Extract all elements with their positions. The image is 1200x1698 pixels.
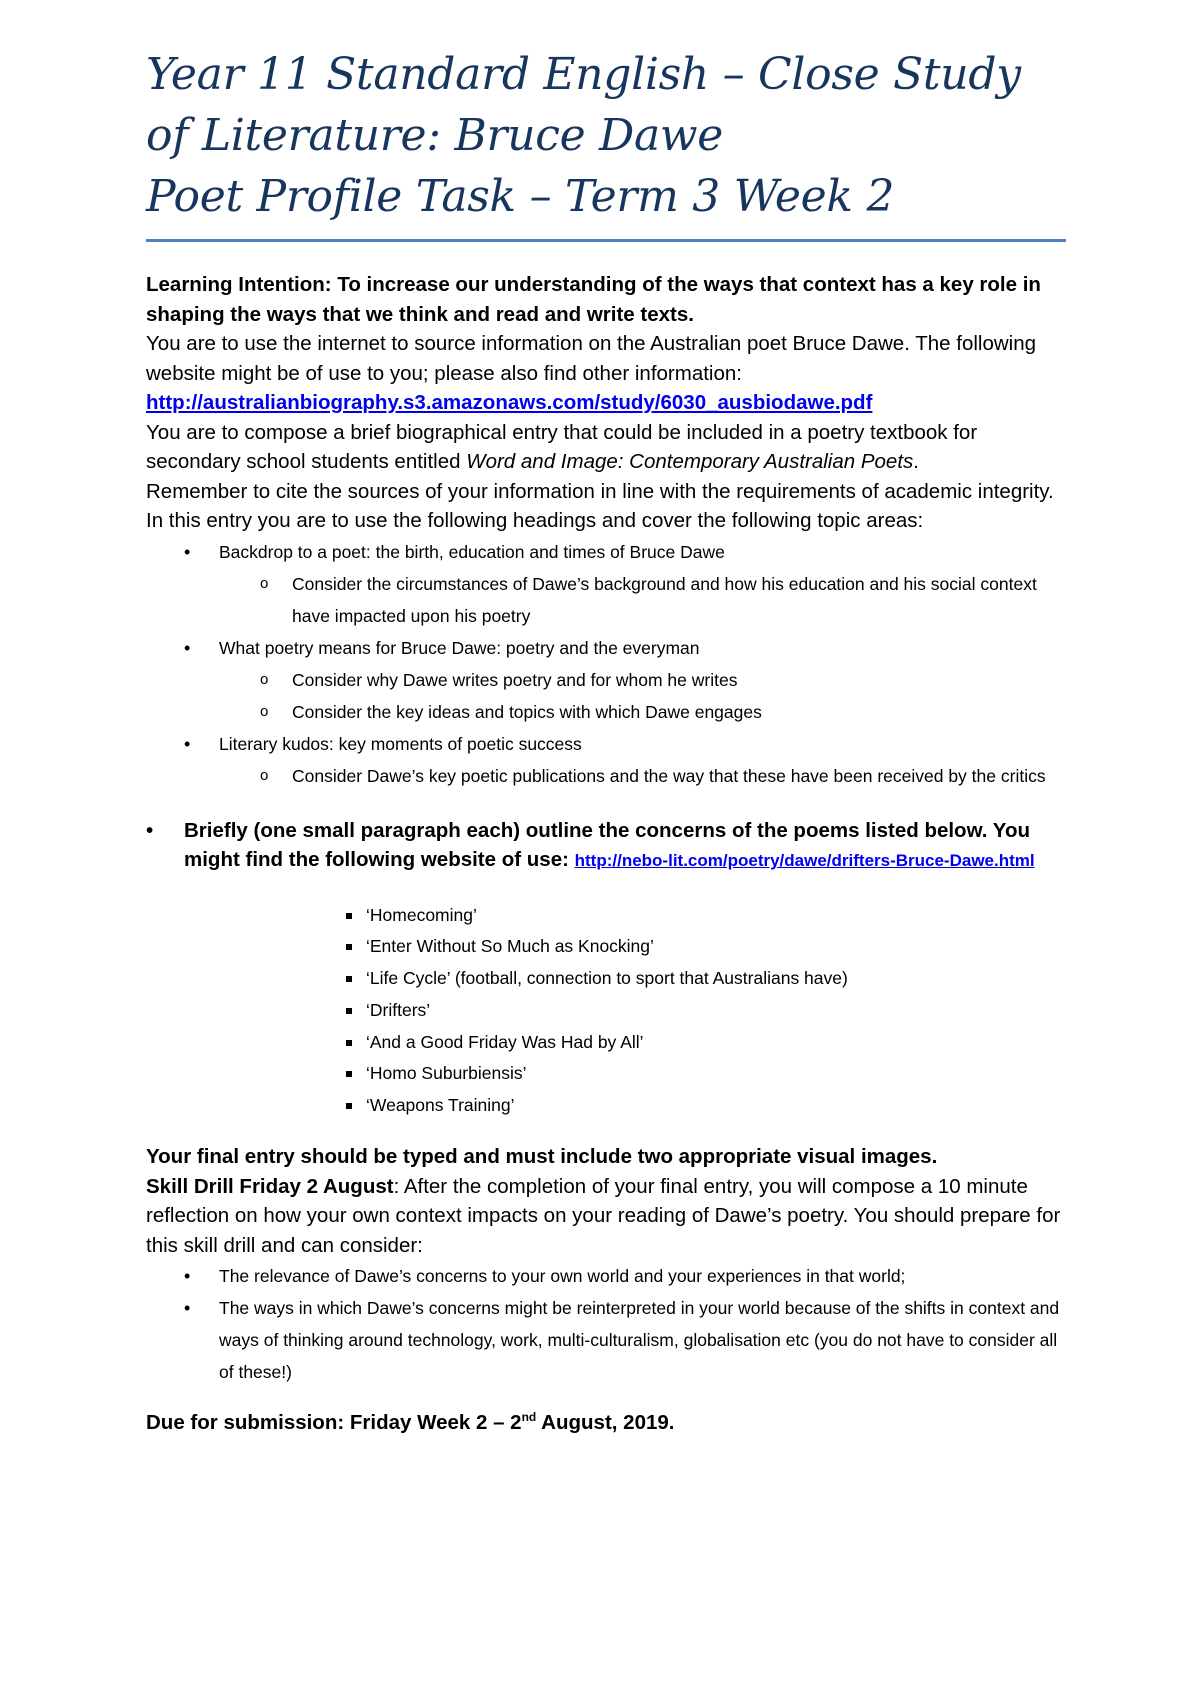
title-block [146, 44, 1066, 242]
compose-instruction [146, 418, 1076, 477]
learning-intention: Learning Intention: To increase our understanding of the ways that context has a key role in shaping the ways that we think and read and write texts. [146, 273, 1041, 326]
consideration-item: • The relevance of Dawe’s concerns to your own world and your experiences in that world; [146, 1260, 1076, 1292]
skill-drill-label: Skill Drill Friday 2 August [146, 1174, 394, 1198]
nebo-lit-link[interactable]: http://nebo-lit.com/poetry/dawe/drifters-Bruce-Dawe.html [574, 851, 1035, 870]
poem-item: ‘Homecoming’ [146, 900, 1076, 932]
biography-link[interactable]: http://australianbiography.s3.amazonaws.com/study/6030_ausbiodawe.pdf [146, 391, 873, 414]
book-title: Word and Image: Contemporary Australian Poets [466, 450, 914, 473]
topic-subitem: o Consider the circumstances of Dawe’s background and how his education and his social context have impacted upon his poetry [146, 568, 1076, 632]
poem-item: ‘Weapons Training’ [146, 1090, 1076, 1122]
due-before: Due for submission: Friday Week 2 – 2 [146, 1411, 522, 1435]
topic-item: • Backdrop to a poet: the birth, education and times of Bruce Dawe [146, 536, 1076, 568]
poem-item: ‘Homo Suburbiensis’ [146, 1058, 1076, 1090]
due-after: August, 2019. [536, 1411, 675, 1435]
poem-item: ‘Enter Without So Much as Knocking’ [146, 931, 1076, 963]
topic-list [146, 536, 1076, 792]
cite-instruction: Remember to cite the sources of your information in line with the requirements of academic integrity. [146, 479, 1054, 503]
document-body [146, 270, 1076, 1438]
due-date [146, 1408, 1076, 1438]
topic-item: • Literary kudos: key moments of poetic success [146, 728, 1076, 760]
topic-subitem: o Consider the key ideas and topics with which Dawe engages [146, 696, 1076, 728]
title-line-1: Year 11 Standard English – Close Study [146, 49, 1021, 100]
consideration-list [146, 1260, 1076, 1388]
consideration-item: • The ways in which Dawe’s concerns might be reinterpreted in your world because of the shifts in context and ways of thinking around technology, work, multi-culturalism, globalisation etc (you do not have to consider all of these!) [146, 1292, 1076, 1388]
skill-drill-text: : After the completion of your final entry, you will compose a 10 minute reflection on how your own context impacts on your reading of Dawe’s poetry. You should prepare for this skill drill and can consider: [146, 1174, 1061, 1257]
poems-instruction-text: Briefly (one small paragraph each) outline the concerns of the poems listed below. You might find the following website of use: [184, 818, 1030, 871]
compose-text-before: You are to compose a brief biographical entry that could be included in a poetry textbook for secondary school students entitled [146, 420, 978, 473]
title-line-2: of Literature: Bruce Dawe [146, 110, 724, 161]
poems-instruction [146, 816, 1076, 876]
title-line-3: Poet Profile Task – Term 3 Week 2 [146, 171, 895, 222]
poem-item: ‘Drifters’ [146, 995, 1076, 1027]
topic-subitem: o Consider Dawe’s key poetic publications and the way that these have been received by the critics [146, 760, 1076, 792]
topic-item: • What poetry means for Bruce Dawe: poetry and the everyman [146, 632, 1076, 664]
poem-item: ‘Life Cycle’ (football, connection to sport that Australians have) [146, 963, 1076, 995]
skill-drill [146, 1172, 1076, 1261]
internet-instruction: You are to use the internet to source information on the Australian poet Bruce Dawe. The following website might be of use to you; please also find other information: [146, 332, 1037, 385]
compose-text-after: . [913, 450, 919, 473]
poem-list [146, 900, 1076, 1123]
poem-item: ‘And a Good Friday Was Had by All’ [146, 1027, 1076, 1059]
due-sup: nd [521, 1410, 537, 1425]
headings-intro: In this entry you are to use the following headings and cover the following topic areas: [146, 509, 924, 532]
final-entry-note: Your final entry should be typed and must include two appropriate visual images. [146, 1145, 938, 1169]
topic-subitem: o Consider why Dawe writes poetry and for whom he writes [146, 664, 1076, 696]
